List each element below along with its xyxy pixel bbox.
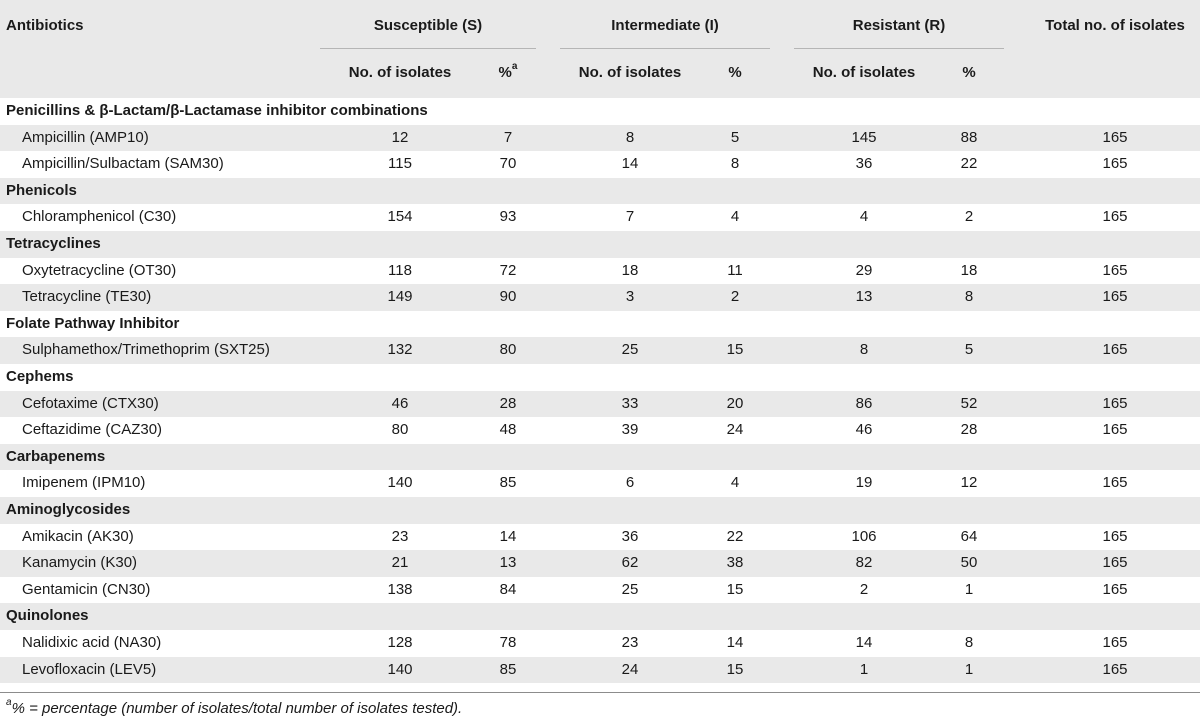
category-row xyxy=(0,497,1200,524)
antibiotic-name: Sulphamethox/Trimethoprim (SXT25) xyxy=(22,341,270,359)
cell-r-n: 46 xyxy=(855,421,873,439)
cell-s-n: 23 xyxy=(391,527,409,545)
cell-r-n: 13 xyxy=(855,288,873,306)
cell-r-p: 64 xyxy=(960,527,978,545)
antibiotic-name: Amikacin (AK30) xyxy=(22,527,134,545)
cell-s-p: 72 xyxy=(499,261,517,279)
cell-total: 165 xyxy=(1102,261,1128,279)
footnote-text: % = percentage (number of isolates/total number of isolates tested). xyxy=(11,700,463,717)
subheader-r-pct: % xyxy=(962,64,976,81)
cell-r-p: 18 xyxy=(960,261,978,279)
cell-r-n: 86 xyxy=(855,394,873,412)
category-name: Folate Pathway Inhibitor xyxy=(6,314,180,332)
category-name: Carbapenems xyxy=(6,447,106,465)
cell-i-p: 4 xyxy=(730,474,740,492)
category-row xyxy=(0,231,1200,258)
cell-total: 165 xyxy=(1102,660,1128,678)
category-name: Tetracyclines xyxy=(6,235,101,252)
cell-total: 165 xyxy=(1102,155,1128,173)
cell-s-n: 128 xyxy=(387,634,413,651)
cell-i-n: 8 xyxy=(625,128,635,146)
table-row xyxy=(0,577,1200,604)
cell-s-p: 13 xyxy=(499,554,517,572)
cell-r-n: 2 xyxy=(859,580,869,598)
cell-s-n: 149 xyxy=(387,288,413,306)
antibiotic-name: Oxytetracycline (OT30) xyxy=(22,261,177,279)
cell-r-n: 82 xyxy=(855,554,873,572)
category-row xyxy=(0,603,1200,630)
cell-i-n: 33 xyxy=(621,394,639,412)
header-band xyxy=(0,0,1200,98)
cell-i-n: 3 xyxy=(625,288,635,306)
category-name: Phenicols xyxy=(6,181,77,199)
subheader-s-pct xyxy=(480,61,536,82)
footnote-marker: a xyxy=(511,61,518,72)
table-row xyxy=(0,151,1200,178)
cell-total: 165 xyxy=(1102,421,1128,439)
cell-r-n: 36 xyxy=(855,155,873,173)
cell-r-n: 8 xyxy=(859,341,869,359)
cell-r-p: 8 xyxy=(964,634,974,651)
antibiotic-name: Kanamycin (K30) xyxy=(22,554,138,572)
antibiotic-name: Tetracycline (TE30) xyxy=(22,288,152,306)
cell-s-n: 46 xyxy=(391,394,409,412)
cell-s-n: 80 xyxy=(391,421,409,439)
table-row xyxy=(0,657,1200,684)
antibiotic-name: Imipenem (IPM10) xyxy=(22,474,146,492)
header-total-isolates: Total no. of isolates xyxy=(1045,17,1185,34)
cell-s-p: 7 xyxy=(503,128,513,146)
category-row xyxy=(0,178,1200,205)
category-row xyxy=(0,98,1200,125)
cell-r-p: 22 xyxy=(960,155,978,173)
cell-s-p: 80 xyxy=(499,341,517,359)
cell-total: 165 xyxy=(1102,128,1128,146)
table-row xyxy=(0,391,1200,418)
cell-i-p: 20 xyxy=(726,394,744,412)
cell-s-p: 70 xyxy=(499,155,517,173)
cell-r-n: 29 xyxy=(855,261,873,279)
cell-r-p: 1 xyxy=(964,660,974,678)
cell-r-p: 28 xyxy=(960,421,978,439)
cell-s-p: 28 xyxy=(499,394,517,412)
subheader-s-no-isolates: No. of isolates xyxy=(348,64,452,81)
cell-s-p: 85 xyxy=(499,474,517,492)
category-name: Cephems xyxy=(6,368,74,385)
cell-r-p: 2 xyxy=(964,208,974,226)
cell-i-n: 36 xyxy=(621,527,639,545)
resistant-underline xyxy=(794,48,1004,49)
cell-total: 165 xyxy=(1102,527,1128,545)
cell-i-p: 4 xyxy=(730,208,740,226)
cell-r-p: 12 xyxy=(960,474,978,492)
table-bottom-rule xyxy=(0,692,1200,693)
cell-i-n: 25 xyxy=(621,580,639,598)
cell-i-n: 23 xyxy=(621,634,639,651)
cell-total: 165 xyxy=(1102,474,1128,492)
cell-s-n: 12 xyxy=(391,128,409,146)
antibiotic-name: Cefotaxime (CTX30) xyxy=(22,394,159,412)
header-antibiotics: Antibiotics xyxy=(6,17,84,34)
antibiotic-name: Ampicillin/Sulbactam (SAM30) xyxy=(22,155,224,173)
cell-i-p: 8 xyxy=(730,155,740,173)
category-name: Aminoglycosides xyxy=(6,501,131,518)
antibiotic-name: Ceftazidime (CAZ30) xyxy=(22,421,163,439)
table-row xyxy=(0,337,1200,364)
cell-s-p: 85 xyxy=(499,660,517,678)
footnote-sup: a xyxy=(6,697,12,708)
cell-i-p: 5 xyxy=(730,128,740,146)
cell-i-p: 38 xyxy=(726,554,744,572)
cell-i-p: 15 xyxy=(726,580,744,598)
table-row xyxy=(0,284,1200,311)
cell-i-n: 24 xyxy=(621,660,639,678)
cell-r-p: 50 xyxy=(960,554,978,572)
table-row xyxy=(0,630,1200,657)
cell-i-n: 7 xyxy=(625,208,635,226)
antibiotic-name: Levofloxacin (LEV5) xyxy=(22,660,157,678)
cell-r-n: 14 xyxy=(855,634,873,651)
subheader-r-no-isolates: No. of isolates xyxy=(812,64,916,81)
subheader-i-pct: % xyxy=(728,64,742,81)
cell-s-p: 93 xyxy=(499,208,517,226)
cell-s-n: 140 xyxy=(387,474,413,492)
table-row xyxy=(0,204,1200,231)
cell-s-p: 48 xyxy=(499,421,517,439)
antibiotic-name: Chloramphenicol (C30) xyxy=(22,208,177,226)
cell-s-p: 78 xyxy=(499,634,517,651)
cell-i-p: 15 xyxy=(726,341,744,359)
cell-i-n: 62 xyxy=(621,554,639,572)
table-footnote xyxy=(6,697,463,717)
cell-total: 165 xyxy=(1102,634,1128,651)
cell-i-p: 22 xyxy=(726,527,744,545)
cell-r-n: 106 xyxy=(851,527,877,545)
table-row xyxy=(0,125,1200,152)
cell-total: 165 xyxy=(1102,288,1128,306)
table-row xyxy=(0,470,1200,497)
cell-r-p: 5 xyxy=(964,341,974,359)
cell-r-p: 52 xyxy=(960,394,978,412)
cell-total: 165 xyxy=(1102,208,1128,226)
category-name: Penicillins & β-Lactam/β-Lactamase inhibitor combinations xyxy=(6,102,428,119)
table-row xyxy=(0,417,1200,444)
antibiotic-name: Ampicillin (AMP10) xyxy=(22,128,149,146)
header-susceptible: Susceptible (S) xyxy=(373,17,483,34)
cell-i-p: 2 xyxy=(730,288,740,306)
cell-i-p: 24 xyxy=(726,421,744,439)
cell-i-n: 14 xyxy=(621,155,639,173)
cell-total: 165 xyxy=(1102,554,1128,572)
category-name: Quinolones xyxy=(6,607,89,625)
cell-i-p: 14 xyxy=(726,634,744,651)
cell-total: 165 xyxy=(1102,341,1128,359)
cell-s-n: 115 xyxy=(388,155,412,173)
cell-r-p: 88 xyxy=(960,128,978,146)
header-intermediate: Intermediate (I) xyxy=(611,17,719,34)
subheader-s-pct-label: % xyxy=(498,64,512,81)
cell-i-n: 25 xyxy=(621,341,639,359)
susceptible-underline xyxy=(320,48,536,49)
cell-i-p: 15 xyxy=(726,660,744,678)
cell-r-n: 4 xyxy=(859,208,869,226)
cell-i-n: 18 xyxy=(621,261,639,279)
header-resistant: Resistant (R) xyxy=(852,17,946,34)
cell-s-n: 138 xyxy=(387,580,413,598)
antibiotic-name: Gentamicin (CN30) xyxy=(22,580,151,598)
category-row xyxy=(0,364,1200,391)
table-row xyxy=(0,524,1200,551)
cell-s-p: 84 xyxy=(499,580,517,598)
category-row xyxy=(0,311,1200,338)
subheader-i-no-isolates: No. of isolates xyxy=(578,64,682,81)
cell-i-p: 11 xyxy=(727,261,743,279)
cell-total: 165 xyxy=(1102,394,1128,412)
cell-r-p: 1 xyxy=(964,580,974,598)
table-row xyxy=(0,258,1200,285)
cell-total: 165 xyxy=(1102,580,1128,598)
cell-s-p: 14 xyxy=(499,527,517,545)
cell-s-n: 132 xyxy=(387,341,413,359)
cell-r-n: 19 xyxy=(855,474,873,492)
category-row xyxy=(0,444,1200,471)
intermediate-underline xyxy=(560,48,770,49)
cell-s-p: 90 xyxy=(499,288,517,306)
cell-i-n: 6 xyxy=(625,474,635,492)
cell-r-p: 8 xyxy=(964,288,974,306)
cell-s-n: 21 xyxy=(391,554,409,572)
table-row xyxy=(0,550,1200,577)
cell-r-n: 1 xyxy=(859,660,869,678)
cell-i-n: 39 xyxy=(621,421,639,439)
antibiotic-name: Nalidixic acid (NA30) xyxy=(22,634,162,651)
cell-s-n: 154 xyxy=(387,208,413,226)
cell-s-n: 140 xyxy=(387,660,413,678)
cell-s-n: 118 xyxy=(388,261,412,279)
cell-r-n: 145 xyxy=(851,128,877,146)
